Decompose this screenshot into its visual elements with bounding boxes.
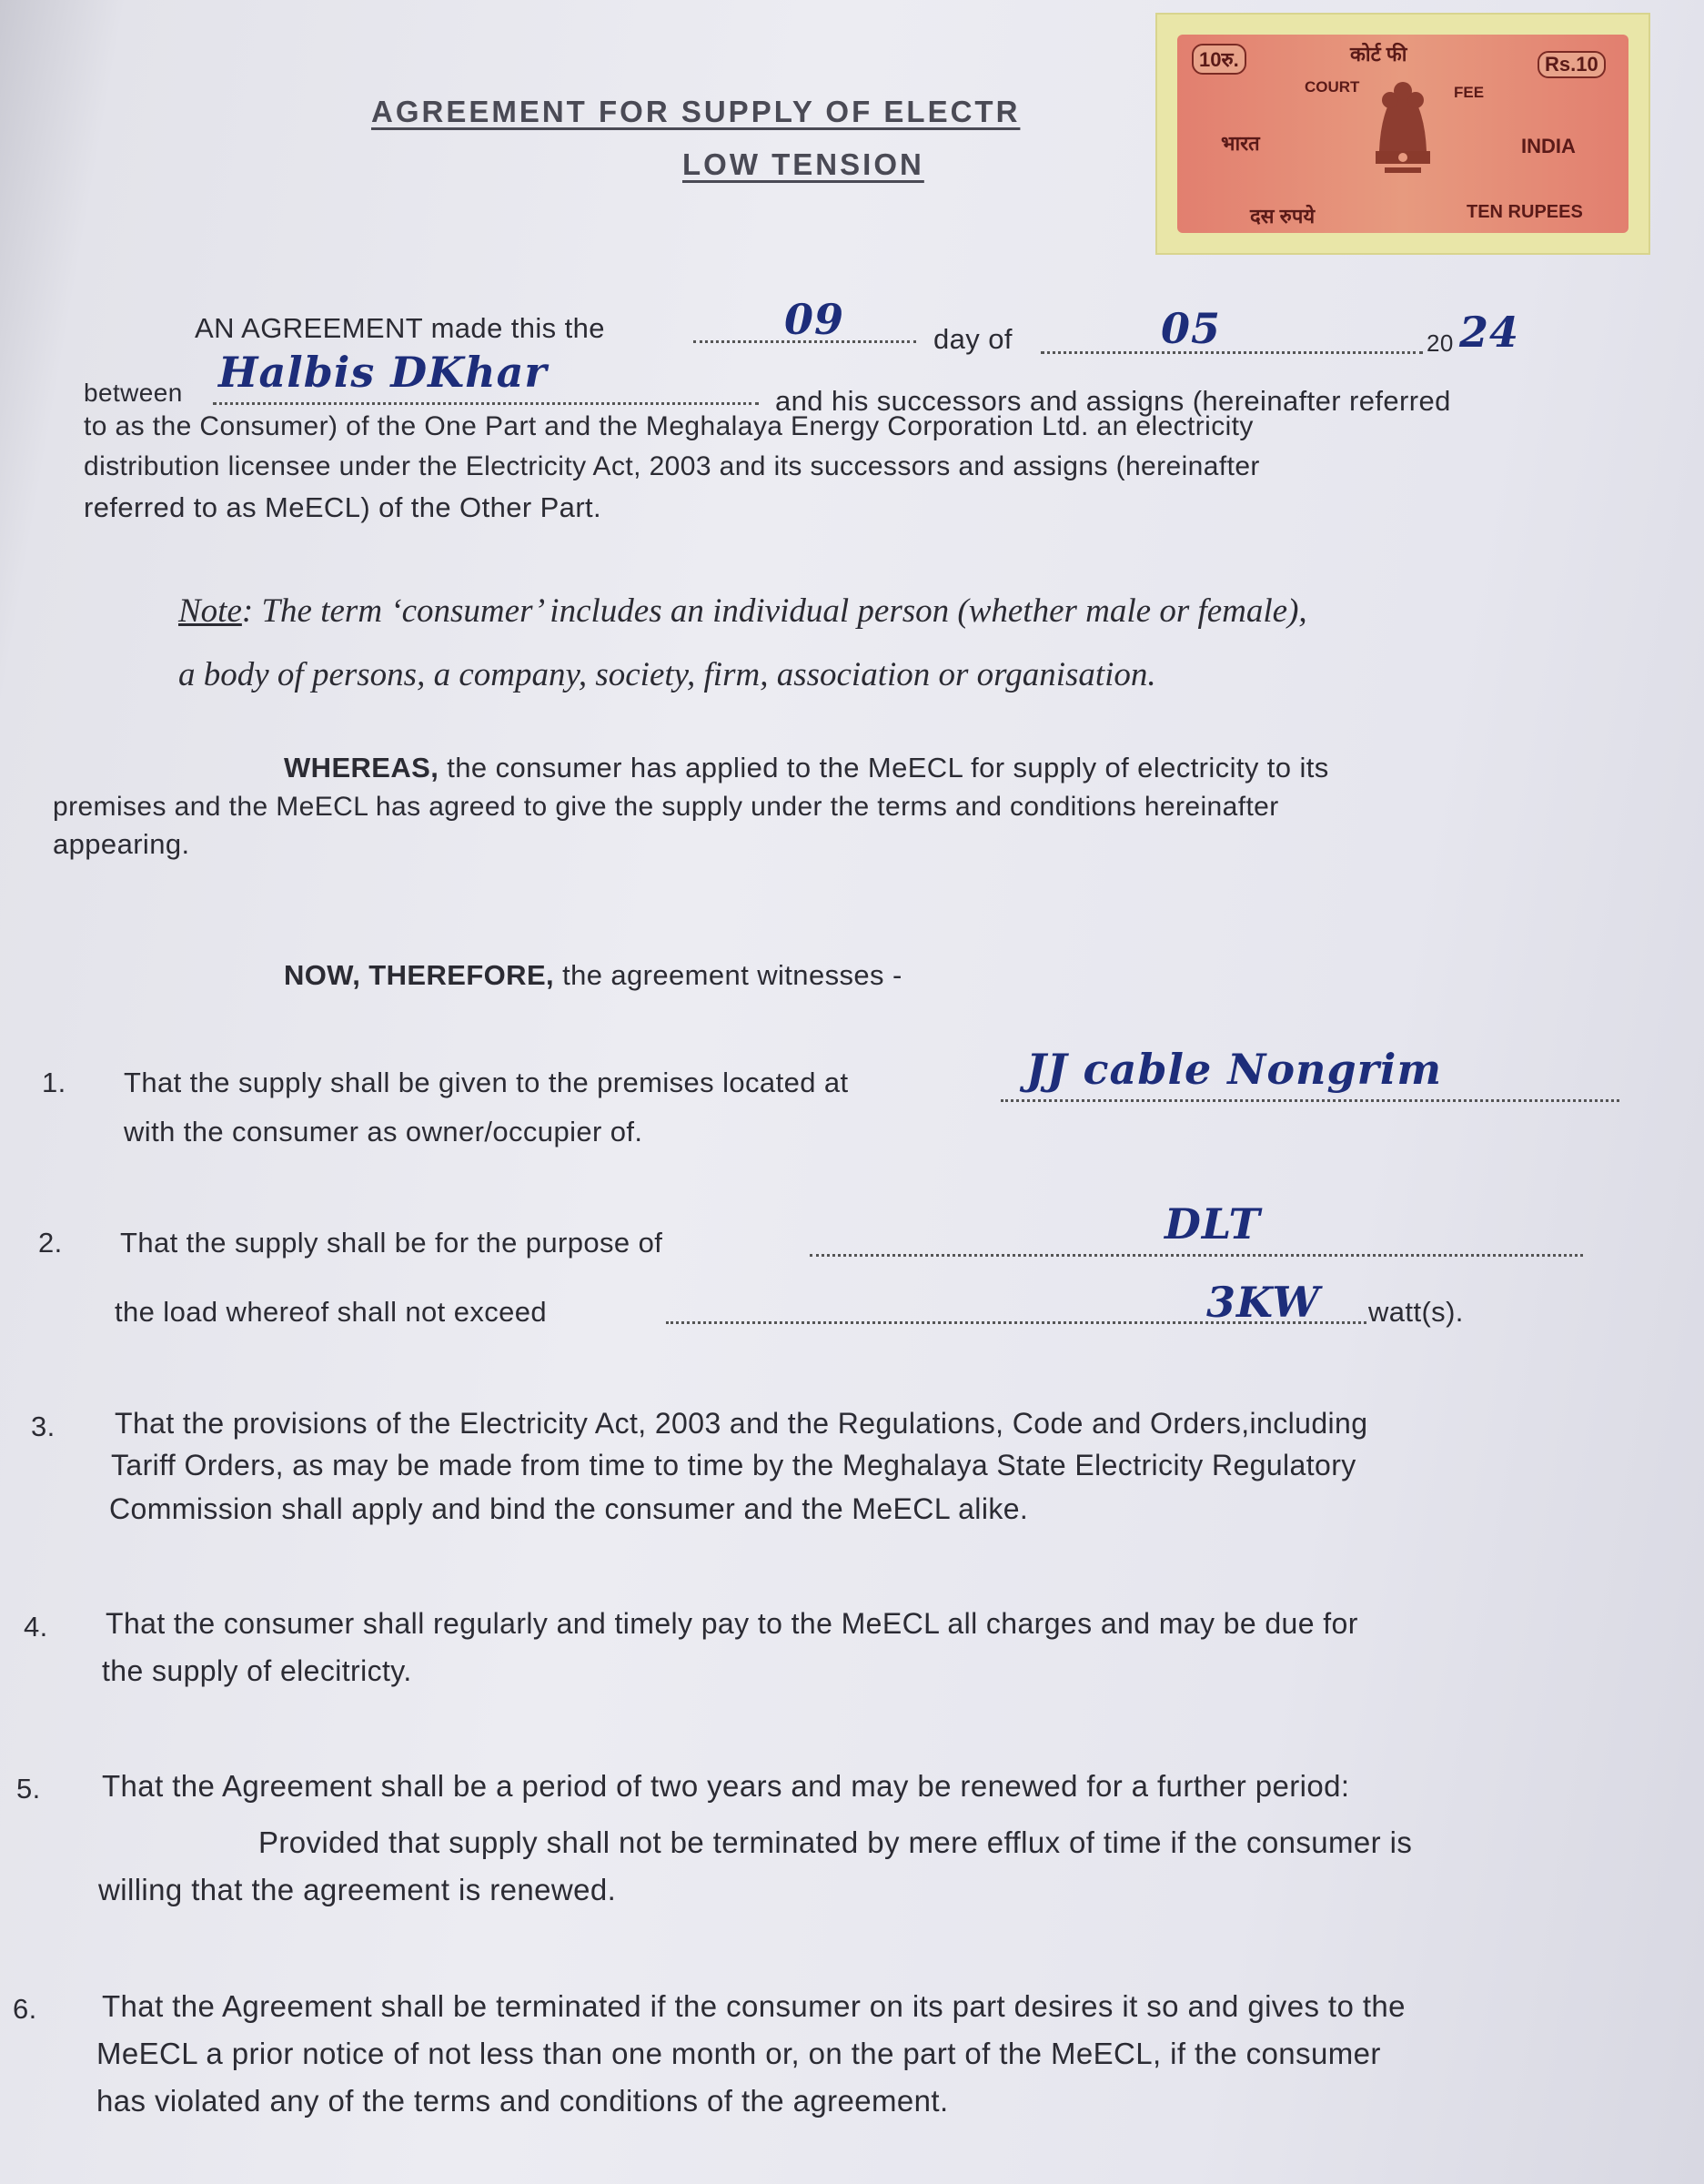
stamp-india: INDIA xyxy=(1521,135,1576,157)
location-value: JJ cable Nongrim xyxy=(1026,1045,1442,1094)
load-value: 3KW xyxy=(1206,1278,1321,1327)
purpose-dotted-line xyxy=(810,1254,1583,1257)
stamp-face xyxy=(1177,35,1628,233)
year-prefix: 20 xyxy=(1427,329,1454,357)
clause-6-line2: MeECL a prior notice of not less than one month or, on the part of the MeECL, if the consumer xyxy=(96,2037,1381,2070)
stamp-ten-rupees: TEN RUPEES xyxy=(1467,202,1583,222)
clause-2-number: 2. xyxy=(38,1227,63,1259)
intro-between: between xyxy=(84,379,183,407)
intro-line2-rest: and his successors and assigns (hereinafter referred xyxy=(775,385,1451,417)
clause-4-number: 4. xyxy=(24,1611,48,1643)
clause-1-line1: That the supply shall be given to the premises located at xyxy=(124,1067,849,1098)
clause-2-line1: That the supply shall be for the purpose of xyxy=(120,1227,663,1259)
stamp-fee: FEE xyxy=(1454,84,1485,101)
clause-3-number: 3. xyxy=(31,1410,55,1442)
document-subtitle: LOW TENSION xyxy=(682,147,924,181)
whereas-line1-text: the consumer has applied to the MeECL for supply of electricity to its xyxy=(447,752,1329,784)
whereas-line2: premises and the MeECL has agreed to give the supply under the terms and conditions hereinafter xyxy=(53,792,1279,822)
clause-6-line1: That the Agreement shall be terminated if the consumer on its part desires it so and gives to the xyxy=(102,1989,1406,2023)
stamp-value-right: Rs.10 xyxy=(1538,51,1606,78)
intro-made-this-the: AN AGREEMENT made this the xyxy=(195,312,605,344)
clause-5-line1: That the Agreement shall be a period of two years and may be renewed for a further period: xyxy=(102,1769,1350,1803)
clause-3-line2: Tariff Orders, as may be made from time to time by the Meghalaya State Electricity Regulatory xyxy=(111,1449,1356,1481)
stamp-bharat: भारत xyxy=(1221,132,1260,155)
whereas-lead: WHEREAS, xyxy=(284,752,439,784)
intro-line5: referred to as MeECL) of the Other Part. xyxy=(84,491,602,523)
whereas-line3: appearing. xyxy=(53,828,190,860)
stamp-das-rupaye: दस रुपये xyxy=(1250,205,1316,228)
month-value: 05 xyxy=(1161,304,1222,353)
clause-2-line2: the load whereof shall not exceed xyxy=(115,1296,548,1328)
clause-3-line1: That the provisions of the Electricity Act, 2003 and the Regulations, Code and Orders,including xyxy=(115,1407,1368,1440)
stamp-court: COURT xyxy=(1305,78,1360,96)
day-value: 09 xyxy=(784,295,845,344)
whereas-line1 xyxy=(284,752,1329,784)
clause-6-number: 6. xyxy=(13,1993,37,2025)
consumer-name-dotted-line xyxy=(213,402,759,405)
document-title: AGREEMENT FOR SUPPLY OF ELECTR xyxy=(371,95,1021,128)
now-therefore-line xyxy=(284,959,902,992)
ashoka-emblem-icon xyxy=(1366,67,1439,177)
year-value: 24 xyxy=(1459,308,1520,357)
clause-5-line3: willing that the agreement is renewed. xyxy=(98,1873,617,1906)
note-label: Note xyxy=(178,592,242,630)
purpose-value: DLT xyxy=(1165,1199,1261,1249)
clause-4-line2: the supply of elecitricty. xyxy=(102,1654,412,1687)
location-dotted-line xyxy=(1001,1099,1619,1102)
intro-line3: to as the Consumer) of the One Part and the Meghalaya Energy Corporation Ltd. an electricity xyxy=(84,411,1254,441)
clause-1-line2: with the consumer as owner/occupier of. xyxy=(124,1116,643,1148)
clause-1-number: 1. xyxy=(42,1067,66,1098)
court-fee-stamp xyxy=(1155,13,1650,255)
consumer-name-value: Halbis DKhar xyxy=(218,348,548,397)
month-dotted-line xyxy=(1041,351,1423,354)
note-line2: a body of persons, a company, society, firm, association or organisation. xyxy=(178,656,1156,693)
intro-day-of: day of xyxy=(933,323,1013,355)
clause-5-number: 5. xyxy=(16,1773,41,1805)
note-line1-text: : The term ‘consumer’ includes an individual person (whether male or female), xyxy=(241,592,1307,630)
clause-5-line2: Provided that supply shall not be terminated by mere efflux of time if the consumer is xyxy=(258,1825,1413,1859)
clause-2-unit: watt(s). xyxy=(1368,1296,1464,1328)
stamp-value-hindi: 10रु. xyxy=(1192,44,1246,75)
clause-6-line3: has violated any of the terms and conditions of the agreement. xyxy=(96,2084,949,2118)
clause-3-line3: Commission shall apply and bind the consumer and the MeECL alike. xyxy=(109,1492,1029,1525)
stamp-top-hindi: कोर्ट फी xyxy=(1350,43,1407,66)
now-therefore-lead: NOW, THEREFORE, xyxy=(284,959,555,991)
note-line1 xyxy=(178,592,1307,631)
clause-4-line1: That the consumer shall regularly and timely pay to the MeECL all charges and may be due for xyxy=(106,1607,1358,1640)
intro-line4: distribution licensee under the Electricity Act, 2003 and its successors and assigns (hereinafter xyxy=(84,451,1260,481)
now-therefore-text: the agreement witnesses - xyxy=(562,959,902,991)
